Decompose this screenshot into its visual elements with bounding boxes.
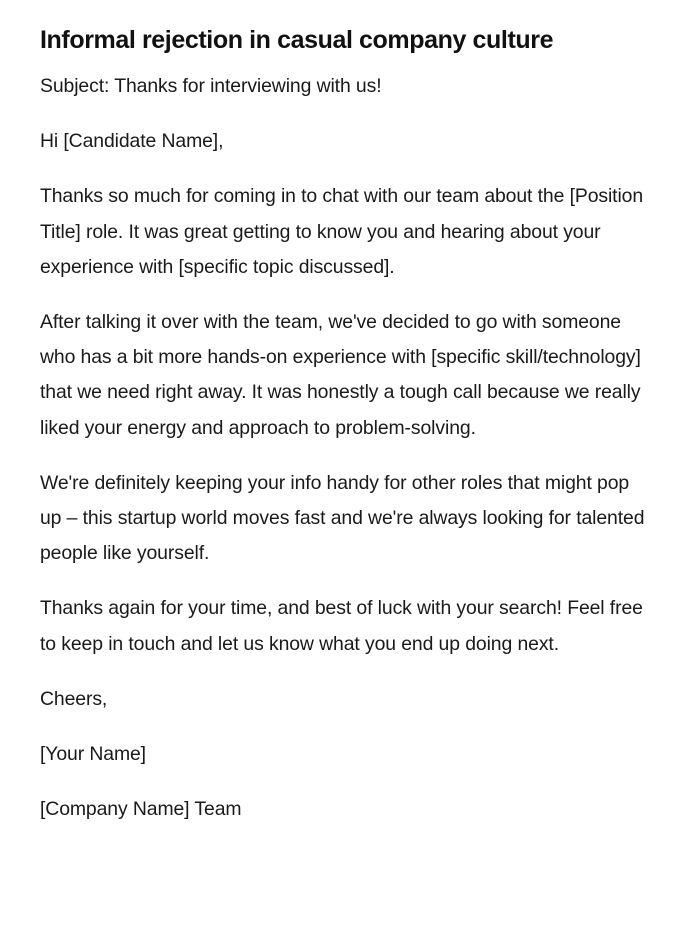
signature-team: [Company Name] Team <box>40 798 242 821</box>
email-subject: Subject: Thanks for interviewing with us! <box>40 75 382 97</box>
body-paragraph-3: We're definitely keeping your info handy for other roles that might pop up – this startup world moves fast and we're always looking for talented people like yourself. <box>40 471 645 565</box>
greeting: Hi [Candidate Name], <box>40 130 224 153</box>
document-title: Informal rejection in casual company culture <box>40 26 554 54</box>
body-paragraph-4: Thanks again for your time, and best of luck with your search! Feel free to keep in touch and let us know what you end up doing next. <box>40 597 643 655</box>
closing: Cheers, <box>40 687 108 710</box>
body-paragraph-1: Thanks so much for coming in to chat with our team about the [Position Title] role. It was great getting to know you and hearing about your experience with [specific topic discussed]. <box>40 185 644 278</box>
body-paragraph-2: After talking it over with the team, we've decided to go with someone who has a bit more hands-on experience with [specific skill/technology] that we need right away. It was honestly a tough call because we really liked your energy and approach to problem-solving. <box>40 311 641 439</box>
signature-name: [Your Name] <box>40 743 146 766</box>
letter-document <box>40 20 650 827</box>
